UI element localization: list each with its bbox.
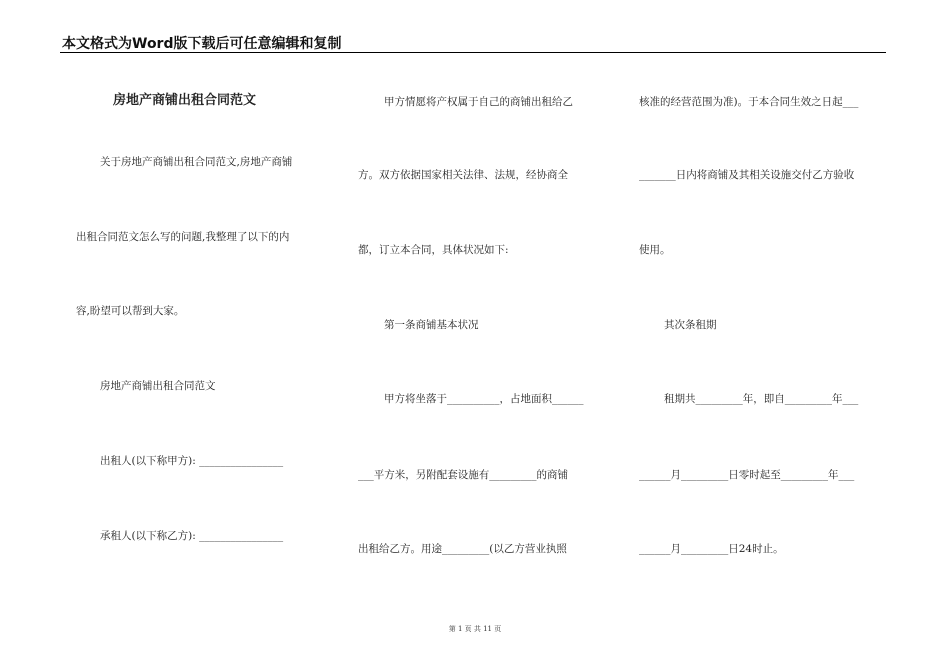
section-heading: 房地产商铺出租合同范文 xyxy=(100,380,216,392)
paragraph-line: 核准的经营范围为准)。于本合同生效之日起___ xyxy=(639,96,859,108)
paragraph-line: 使用。 xyxy=(639,244,671,256)
document-title: 房地产商铺出租合同范文 xyxy=(113,93,257,108)
paragraph-line: 甲方将坐落于__________，占地面积______ xyxy=(384,393,584,405)
lessor-field: 出租人(以下称甲方): ________________ xyxy=(100,455,284,467)
paragraph-line: ______月_________日24时止。 xyxy=(639,543,784,555)
paragraph-line: 出租给乙方。用途_________(以乙方营业执照 xyxy=(358,543,567,555)
lessee-field: 承租人(以下称乙方): ________________ xyxy=(100,530,284,542)
paragraph-line: 方。双方依据国家相关法律、法规，经协商全 xyxy=(358,169,568,181)
paragraph-line: 关于房地产商铺出租合同范文,房地产商铺 xyxy=(100,156,293,168)
paragraph-line: ___平方米，另附配套设施有_________的商铺 xyxy=(358,469,568,481)
paragraph-line: 都，订立本合同，具体状况如下: xyxy=(358,244,509,256)
paragraph-line: 甲方情愿将产权属于自己的商铺出租给乙 xyxy=(384,96,573,108)
paragraph-line: 租期共_________年，即自_________年___ xyxy=(664,393,859,405)
banner-divider xyxy=(60,52,886,53)
paragraph-line: ______月_________日零时起至_________年___ xyxy=(639,469,855,481)
paragraph-line: 容,盼望可以帮到大家。 xyxy=(76,305,185,317)
article-heading: 第一条商铺基本状况 xyxy=(384,319,479,331)
page-number: 第 1 页 共 11 页 xyxy=(448,625,502,633)
paragraph-line: 出租合同范文怎么写的问题,我整理了以下的内 xyxy=(76,231,290,243)
download-banner: 本文格式为Word版下载后可任意编辑和复制 xyxy=(62,36,342,52)
paragraph-line: _______日内将商铺及其相关设施交付乙方验收 xyxy=(639,169,855,181)
article-heading: 其次条租期 xyxy=(664,319,717,331)
